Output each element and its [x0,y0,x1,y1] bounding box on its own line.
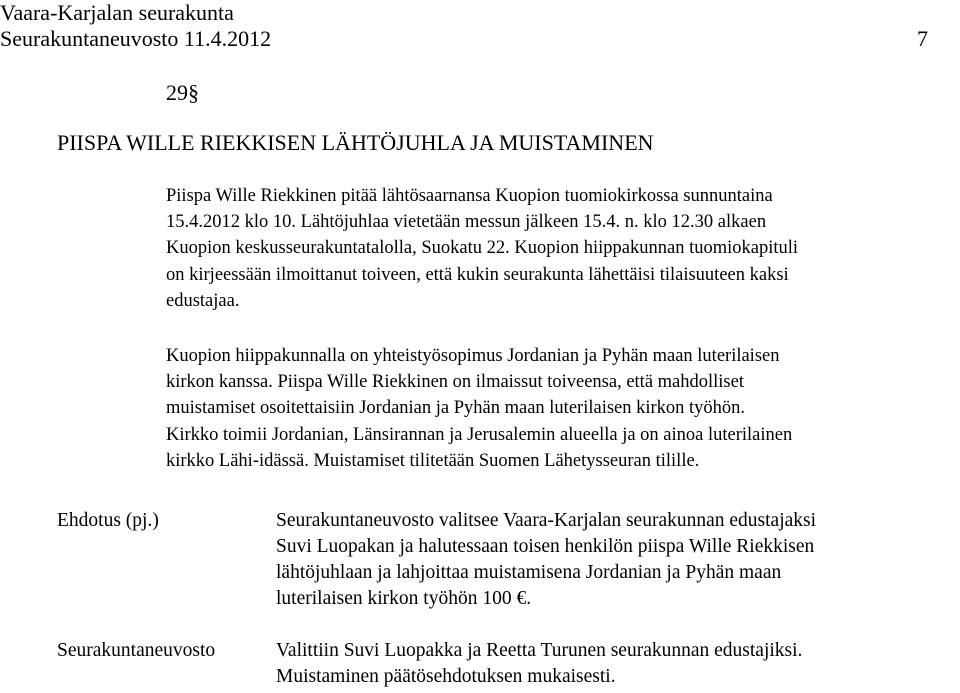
decision-text [276,638,802,690]
paragraph-1 [166,183,798,314]
paragraph-line: kirkon kanssa. Piispa Wille Riekkinen on ilmaissut toiveensa, että mahdolliset [166,372,744,393]
section-title: PIISPA WILLE RIEKKISEN LÄHTÖJUHLA JA MUISTAMINEN [57,130,654,155]
proposal-line: lähtöjuhlaan ja lahjoittaa muistamisena Jordanian ja Pyhän maan [276,562,782,583]
decision-line: Muistaminen päätösehdotuksen mukaisesti. [276,666,616,687]
section-symbol: § [188,80,199,105]
paragraph-line: edustajaa. [166,290,240,311]
paragraph-line: kirkko Lähi-idässä. Muistamiset tilitetään Suomen Lähetysseuran tilille. [166,450,700,471]
paragraph-line: Kuopion keskusseurakuntatalolla, Suokatu 22. Kuopion hiippakunnan tuomiokapituli [166,238,799,259]
paragraph-line: Kirkko toimii Jordanian, Länsirannan ja Jerusalemin alueella ja on ainoa luterilainen [166,424,793,445]
proposal-label: Ehdotus (pj.) [57,510,159,531]
page-number: 7 [917,26,928,51]
paragraph-line: Piispa Wille Riekkinen pitää lähtösaarnansa Kuopion tuomiokirkossa sunnuntaina [166,186,773,206]
paragraph-line: muistamiset osoitettaisiin Jordanian ja Pyhän maan luterilaisen kirkon työhön. [166,398,746,419]
proposal-text [276,508,816,612]
decision-line: Valittiin Suvi Luopakka ja Reetta Turunen seurakunnan edustajiksi. [276,640,803,661]
header-organization: Vaara-Karjalan seurakunta [0,0,234,25]
proposal-line: Seurakuntaneuvosto valitsee Vaara-Karjalan seurakunnan edustajaksi [276,510,817,531]
proposal-line: luterilaisen kirkon työhön 100 €. [276,588,532,609]
decision-label: Seurakuntaneuvosto [57,640,216,661]
header-meeting: Seurakuntaneuvosto 11.4.2012 [0,26,272,51]
paragraph-line: 15.4.2012 klo 10. Lähtöjuhlaa vietetään messun jälkeen 15.4. n. klo 12.30 alkaen [166,212,767,233]
paragraph-2 [166,343,792,474]
proposal-line: Suvi Luopakan ja halutessaan toisen henkilön piispa Wille Riekkisen [276,536,815,557]
paragraph-line: Kuopion hiippakunnalla on yhteistyösopimus Jordanian ja Pyhän maan luterilaisen [166,346,780,366]
section-number [166,80,199,106]
paragraph-line: on kirjeessään ilmoittanut toiveen, että kukin seurakunta lähettäisi tilaisuuteen kaksi [166,264,789,285]
section-number-value: 29 [166,80,188,105]
